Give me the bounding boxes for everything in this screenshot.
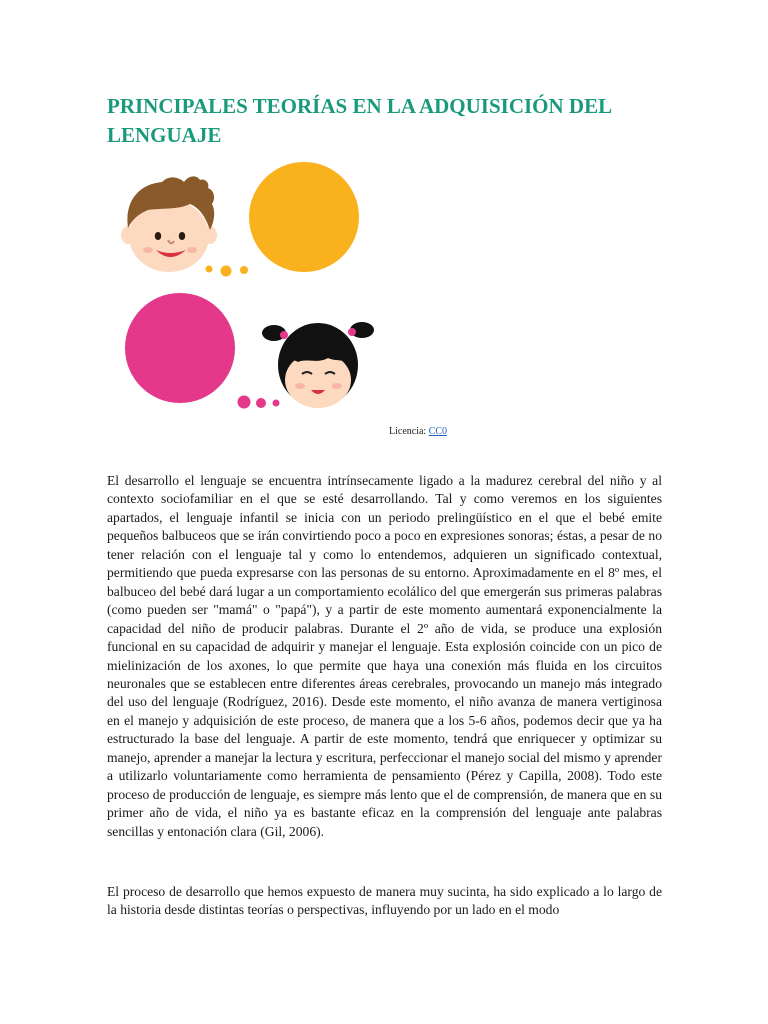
license-note [389,425,447,439]
speech-bubble-orange-icon [206,162,360,277]
girl-face-icon [262,322,374,408]
body-paragraph-1: El desarrollo el lenguaje se encuentra intrínsecamente ligado a la madurez cerebral del niño y al contexto sociofamiliar en el que se esté desarrollando. Tal y como veremos en los siguientes apartados, el lenguaje infantil se inicia con un periodo prelingüístico en el que el bebé emite pequeños balbuceos que se irán convirtiendo poco a poco en expresiones sonoras; éstas, a pesar de no tener relación con el lenguaje tal y como lo entendemos, adquieren un significado contextual, permitiendo que pueda expresarse con las personas de su entorno. Aproximadamente en el 8º mes, el balbuceo del bebé dará lugar a un comportamiento ecolálico del que emergerán sus primeras palabras (como pueden ser "mamá" o "papá"), y a partir de este momento aumentará exponencialmente la capacidad del niño de producir palabras. Durante el 2º año de vida, se produce una explosión funcional en su capacidad de adquirir y manejar el lenguaje. Esta explosión coincide con un pico de mielinización de los axones, lo que permite que haya una conexión más fluida en los circuitos neuronales que se establecen entre diferentes áreas cerebrales, provocando un manejo más integrado del uso del lenguaje (Rodríguez, 2016). Desde este momento, el niño avanza de manera vertiginosa en el manejo y adquisición de este proceso, de manera que a los 5-6 años, podemos decir que ya ha estructurado la base del lenguaje. A partir de este momento, tendrá que enriquecer y optimizar su manejo, aprender a manejar la lectura y escritura, perfeccionar el manejo social del mismo y aprender a utilizarlo voluntariamente como herramienta de pensamiento (Pérez y Capilla, 2008). Todo este proceso de producción de lenguaje, es siempre más lento que el de comprensión, de manera que en su primer año de vida, el niño ya es bastante eficaz en la comprensión del lenguaje ante palabras sencillas y entonación clara (Gil, 2006). [107,473,662,839]
boy-face-icon [121,176,217,272]
conversation-illustration [118,160,388,415]
license-link[interactable]: CC0 [428,426,448,437]
page-title: PRINCIPALES TEORÍAS EN LA ADQUISICIÓN DEL LENGUAJE [107,94,611,147]
speech-bubble-pink-icon [125,293,280,409]
conversation-illustration-svg [118,160,388,415]
body-paragraph-2: El proceso de desarrollo que hemos expuesto de manera muy sucinta, ha sido explicado a lo largo de la historia desde distintas teorías o perspectivas, influyendo por un lado en el modo [107,884,662,918]
license-label: Licencia: [389,426,427,437]
